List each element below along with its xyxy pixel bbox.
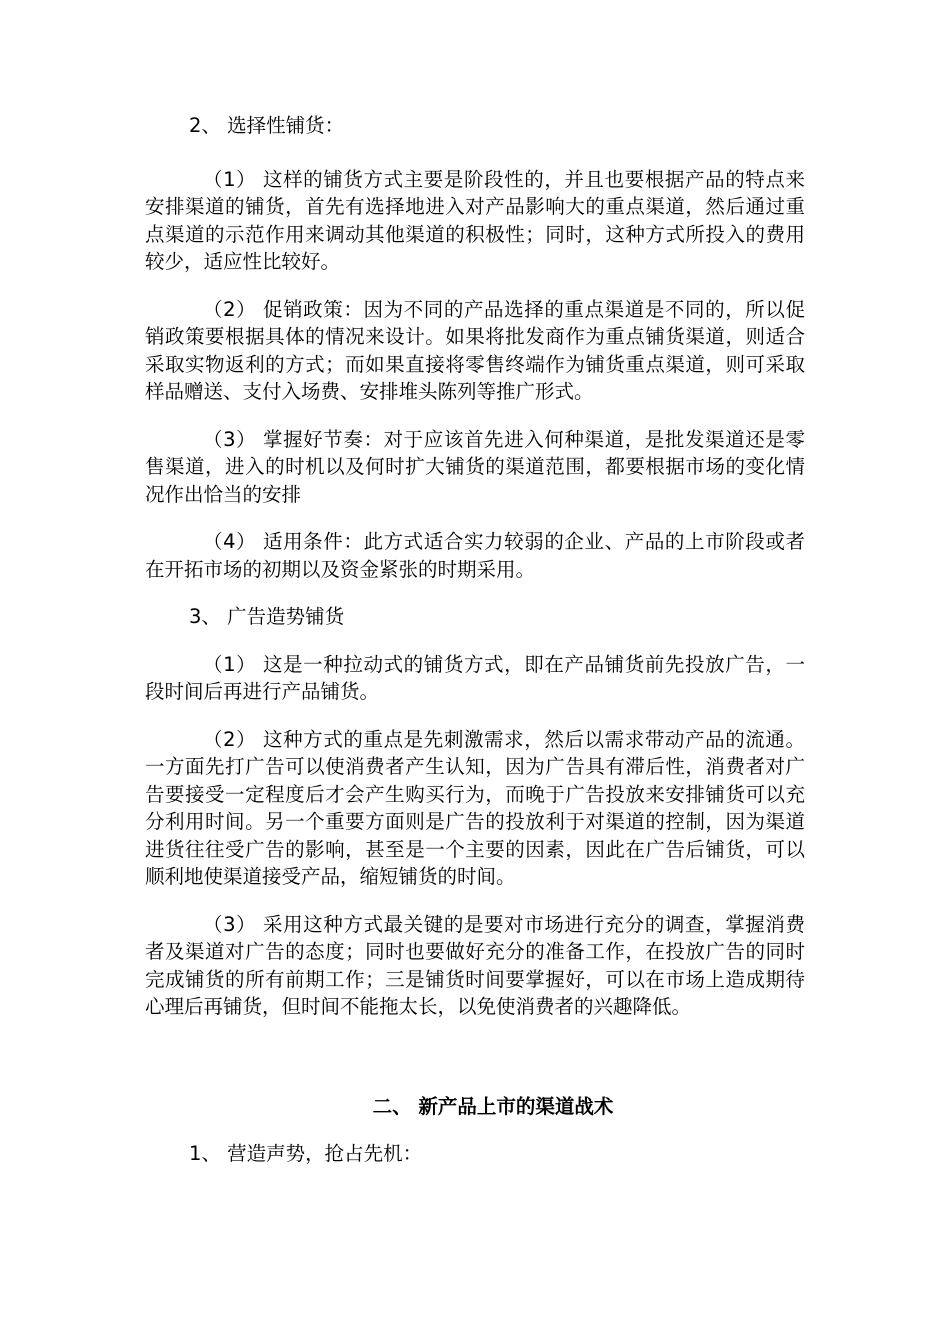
subheading-selective-distribution: 2、 选择性铺货： [189,114,345,137]
paragraph-selective-4: （4） 适用条件：此方式适合实力较弱的企业、产品的上市阶段或者在开拓市场的初期以及资金紧张的时期采用。 [145,530,805,581]
paragraph-selective-1: （1） 这样的铺货方式主要是阶段性的，并且也要根据产品的特点来安排渠道的铺货，首先有选择地进入对产品影响大的重点渠道，然后通过重点渠道的示范作用来调动其他渠道的积极性；同时，这种方式所投入的费用较少，适应性比较好。 [145,167,805,273]
paragraph-advertising-1: （1） 这是一种拉动式的铺货方式，即在产品铺货前先投放广告，一段时间后再进行产品铺货。 [145,652,805,703]
section-title-channel-tactics: 二、 新产品上市的渠道战术 [372,1094,614,1118]
paragraph-advertising-3: （3） 采用这种方式最关键的是要对市场进行充分的调查，掌握消费者及渠道对广告的态度；同时也要做好充分的准备工作，在投放广告的同时完成铺货的所有前期工作；三是铺货时间要掌握好，可以在市场上造成期待心理后再铺货，但时间不能拖太长，以免使消费者的兴趣降低。 [145,912,805,1018]
paragraph-selective-3: （3） 掌握好节奏：对于应该首先进入何种渠道，是批发渠道还是零售渠道，进入的时机以及何时扩大铺货的渠道范围，都要根据市场的变化情况作出恰当的安排 [145,427,805,506]
subheading-build-momentum: 1、 营造声势，抢占先机： [189,1142,423,1165]
paragraph-selective-2: （2） 促销政策：因为不同的产品选择的重点渠道是不同的，所以促销政策要根据具体的情况来设计。如果将批发商作为重点铺货渠道，则适合采取实物返利的方式；而如果直接将零售终端作为铺货重点渠道，则可采取样品赠送、支付入场费、安排堆头陈列等推广形式。 [145,297,805,403]
document-page [145,112,805,1168]
subheading-advertising-distribution: 3、 广告造势铺货 [189,605,345,628]
paragraph-advertising-2: （2） 这种方式的重点是先刺激需求，然后以需求带动产品的流通。一方面先打广告可以使消费者产生认知，因为广告具有滞后性，消费者对广告要接受一定程度后才会产生购买行为，而晚于广告投放来安排铺货可以充分利用时间。另一个重要方面则是广告的投放利于对渠道的控制，因为渠道进货往往受广告的影响，甚至是一个主要的因素，因此在广告后铺货，可以顺利地使渠道接受产品，缩短铺货的时间。 [145,727,805,888]
